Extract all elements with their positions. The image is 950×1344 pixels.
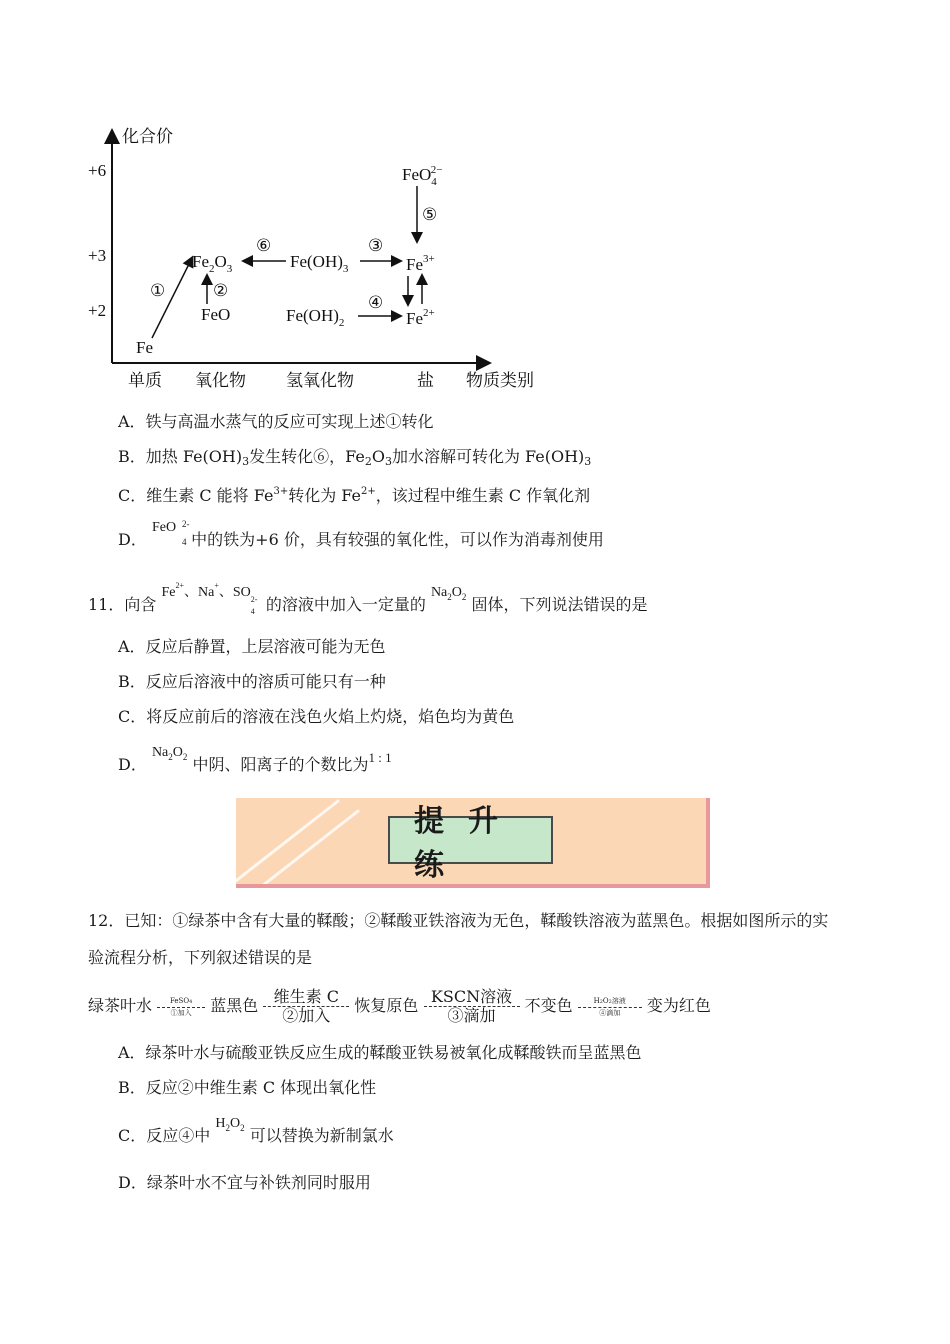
- flow-arrow-3: KSCN溶液 ③滴加: [424, 989, 520, 1024]
- iron-valence-diagram: [80, 118, 560, 393]
- q12-stem-line2: 验流程分析，下列叙述错误的是: [88, 948, 313, 967]
- q12-option-d: D．绿茶叶水不宜与补铁剂同时服用: [118, 1173, 371, 1192]
- na2o2-formula-d: $Na_2O_2$: [151, 745, 188, 762]
- species-fe2: $Fe^{2+}$: [406, 307, 435, 328]
- species-fe: Fe: [136, 338, 153, 357]
- flow-step-5: 变为红色: [646, 996, 711, 1015]
- q12-option-c: C．反应④中 $H_2O_2$ 可以替换为新制氯水: [118, 1116, 394, 1145]
- label-3: ③: [368, 236, 384, 255]
- q12-option-a: A．绿茶叶水与硫酸亚铁反应生成的鞣酸亚铁易被氧化成鞣酸铁而呈蓝黑色: [118, 1043, 642, 1062]
- y-tick-plus3: +3: [88, 246, 107, 265]
- label-6: ⑥: [256, 236, 272, 255]
- q12-stem-line1: 12．已知：①绿茶中含有大量的鞣酸；②鞣酸亚铁溶液为无色，鞣酸铁溶液为蓝黑色。根据如图所示的实: [88, 911, 829, 930]
- flow-arrow-1: FeSO4 ①加入: [157, 997, 205, 1017]
- section-banner: [236, 798, 710, 888]
- q12-flow: [88, 986, 711, 1026]
- q10-option-a: A．铁与高温水蒸气的反应可实现上述①转化: [118, 412, 434, 431]
- flow-step-1: 绿茶叶水: [88, 996, 153, 1015]
- y-tick-plus2: +2: [88, 301, 107, 320]
- feo4-formula: FeO 4 2-: [151, 519, 190, 547]
- species-feoh3: $Fe(OH)_3$: [290, 252, 349, 275]
- x-axis-label: 物质类别: [466, 371, 534, 391]
- flow-arrow-4: H2O2溶液 ④滴加: [578, 997, 642, 1017]
- label-5: ⑤: [422, 205, 438, 224]
- species-feoh2: $Fe(OH)_2$: [286, 306, 345, 329]
- species-feo: FeO: [201, 305, 231, 324]
- q11-option-a: A．反应后静置，上层溶液可能为无色: [118, 637, 386, 656]
- label-2: ②: [213, 281, 229, 300]
- flow-step-4: 不变色: [524, 996, 573, 1015]
- h2o2-formula: $H_2O_2$: [215, 1116, 245, 1133]
- y-axis-label: 化合价: [122, 127, 173, 147]
- x-category-hydroxide: 氢氧化物: [286, 371, 354, 391]
- species-fe3: $Fe^{3+}$: [406, 253, 435, 274]
- ion-ratio: 1 : 1: [368, 750, 392, 765]
- flow-step-3: 恢复原色: [354, 996, 419, 1015]
- x-category-oxide: 氧化物: [195, 371, 246, 391]
- ion-list: $Fe^{2+}$、Na+、SO 2- 4: [161, 581, 258, 616]
- na2o2-formula: $Na_2O_2$: [430, 585, 467, 602]
- label-4: ④: [368, 293, 384, 312]
- flow-step-2: 蓝黑色: [210, 996, 259, 1015]
- x-category-element: 单质: [128, 371, 162, 391]
- species-feo4: FeO$_4$2−: [402, 164, 443, 188]
- q11-option-b: B．反应后溶液中的溶质可能只有一种: [118, 672, 386, 691]
- label-1: ①: [150, 281, 166, 300]
- species-fe2o3: $Fe_2O_3$: [192, 252, 233, 275]
- section-title: 提升练: [388, 816, 553, 864]
- y-tick-plus6: +6: [88, 161, 107, 180]
- q11-stem: 11．向含 $Fe^{2+}$、Na+、SO 2- 4 的溶液中加入一定量的 $Na_2O_2$ 固体，下列说法错误的是: [88, 590, 648, 621]
- q10-option-b: B．加热 $Fe(OH)_3$发生转化⑥，$Fe_2O_3$加水溶解可转化为 $Fe(OH)_3$: [118, 447, 592, 468]
- x-category-salt: 盐: [417, 371, 434, 391]
- q11-option-d: D． $Na_2O_2$ 中阴、阳离子的个数比为1 : 1: [118, 745, 392, 774]
- q12-option-b: B．反应②中维生素 C 体现出氧化性: [118, 1078, 377, 1097]
- flow-arrow-2: 维生素 C ②加入: [263, 989, 349, 1024]
- q10-option-d: D． FeO 4 2- 中的铁为+6 价，具有较强的氧化性，可以作为消毒剂使用: [118, 519, 604, 549]
- q11-option-c: C．将反应前后的溶液在浅色火焰上灼烧，焰色均为黄色: [118, 707, 515, 726]
- q10-option-c: C．维生素 C 能将 $Fe^{3+}$转化为 $Fe^{2+}$，该过程中维生素 C 作氧化剂: [118, 486, 591, 505]
